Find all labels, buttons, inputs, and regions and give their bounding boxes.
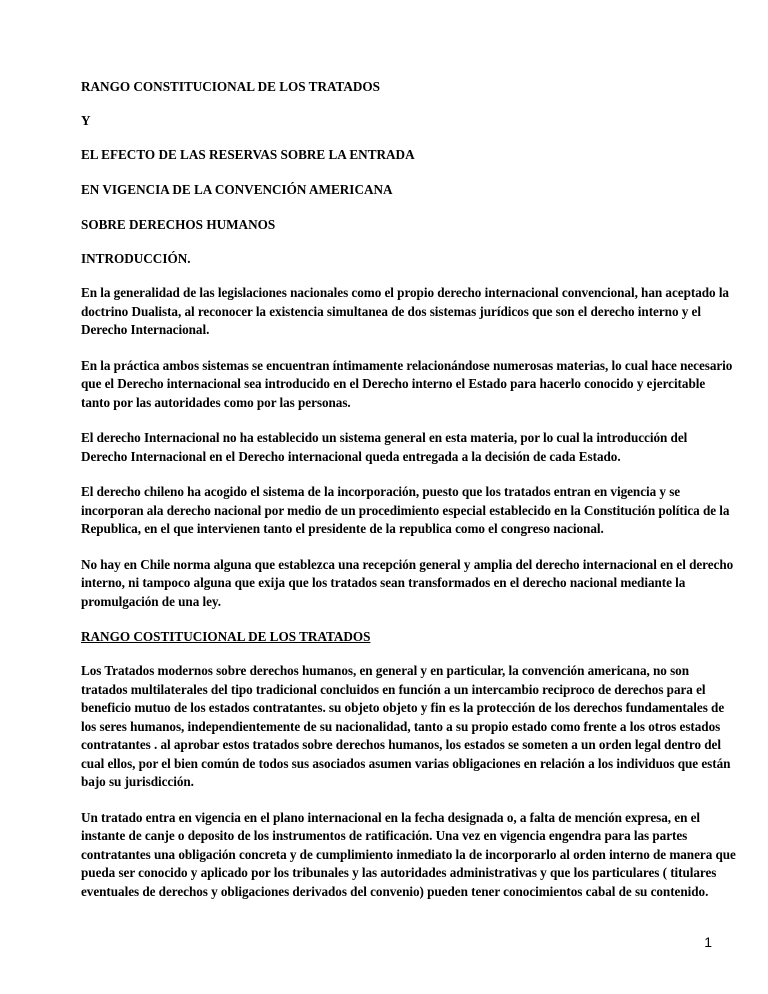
intro-paragraph-4: El derecho chileno ha acogido el sistema de la incorporación, puesto que los tratados entran en vigencia y se incorporan ala derecho nacional por medio de un procedimiento especial establecido en la Constitución política de la Republica, en el que intervienen tanto el presidente de la republica como el congreso nacional.: [81, 484, 730, 536]
title-line-1: RANGO CONSTITUCIONAL DE LOS TRATADOS: [81, 79, 380, 94]
title-line-2: Y: [81, 113, 91, 128]
title-line-5: SOBRE DERECHOS HUMANOS: [81, 217, 276, 232]
title-line-4: EN VIGENCIA DE LA CONVENCIÓN AMERICANA: [81, 182, 393, 197]
intro-paragraph-3: El derecho Internacional no ha establecido un sistema general en esta materia, por lo cual la introducción del Derecho Internacional en el Derecho internacional queda entregada a la decisión de cada Estado.: [81, 430, 688, 464]
intro-heading: INTRODUCCIÓN.: [81, 251, 191, 266]
title-line-3: EL EFECTO DE LAS RESERVAS SOBRE LA ENTRADA: [81, 147, 415, 162]
document-body: [81, 78, 736, 918]
intro-paragraph-2: En la práctica ambos sistemas se encuentran íntimamente relacionándose numerosas materias, lo cual hace necesario que el Derecho internacional sea introducido en el Derecho interno el Estado para hacerlo conocido y ejercitable tanto por las autoridades como por las personas.: [81, 357, 733, 410]
intro-paragraph-5: No hay en Chile norma alguna que establezca una recepción general y amplia del derecho internacional en el derecho interno, ni tampoco alguna que exija que los tratados sean transformados en el derecho nacional mediante la promulgación de una ley.: [81, 556, 734, 609]
section-paragraph-2: Un tratado entra en vigencia en el plano internacional en la fecha designada o, a falta de mención expresa, en el instante de canje o deposito de los instrumentos de ratificación. Una vez en vigencia engendra para las partes contratantes una obligación concreta y de cumplimiento inmediato la de incorporarlo al orden interno de manera que pueda ser conocido y aplicado por los tribunales y las autoridades administrativas y que los particulares ( titulares eventuales de derechos y obligaciones derivados del convenio) pueden tener conocimientos cabal de su contenido.: [81, 809, 736, 899]
page-number: 1: [704, 934, 712, 950]
intro-paragraph-1: En la generalidad de las legislaciones nacionales como el propio derecho internacional convencional, han aceptado la doctrino Dualista, al reconocer la existencia simultanea de dos sistemas jurídicos que son el derecho interno y el Derecho Internacional.: [81, 285, 729, 337]
section-heading: RANGO COSTITUCIONAL DE LOS TRATADOS: [81, 629, 371, 644]
section-paragraph-1: Los Tratados modernos sobre derechos humanos, en general y en particular, la convención americana, no son tratados multilaterales del tipo tradicional concluidos en función a un intercambio reciproco de derechos para el beneficio mutuo de los estados contratantes. su objeto objeto y fin es la protección de los derechos fundamentales de los seres humanos, independientemente de su nacionalidad, tanto a su propio estado como frente a los otros estados contratantes . al aprobar estos tratados sobre derechos humanos, los estados se someten a un orden legal dentro del cual ellos, por el bien común de todos sus asociados asumen varias obligaciones en relación a los individuos que están bajo su jurisdicción.: [81, 663, 731, 789]
